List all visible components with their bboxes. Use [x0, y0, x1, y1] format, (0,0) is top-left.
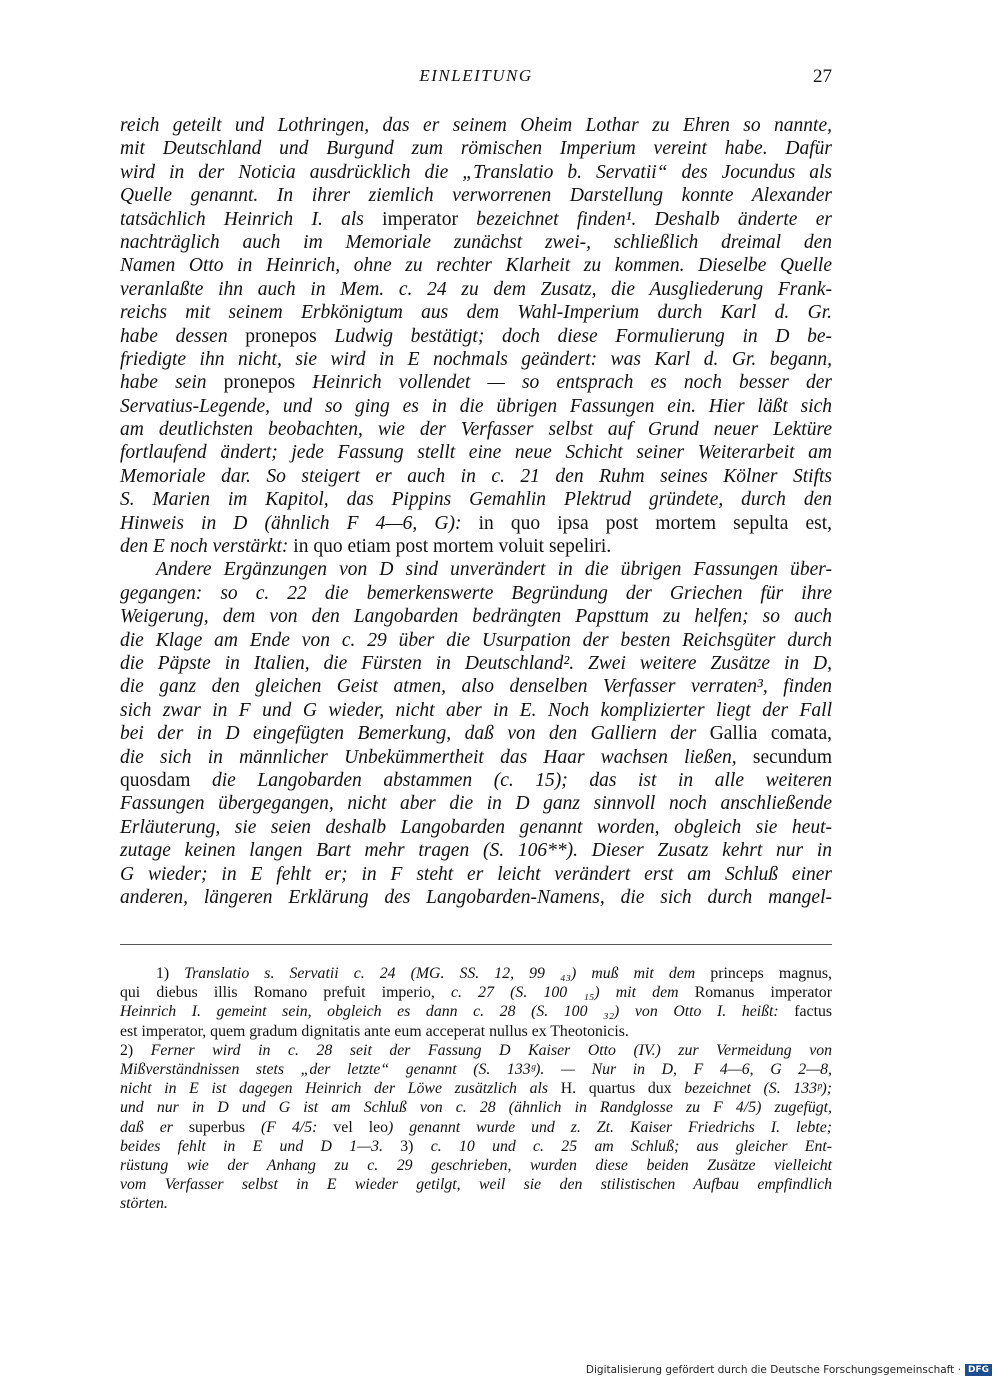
footnote-line-segment: Heinrich I. gemeint sein, obgleich es dann c. 28 (S. 100 ₃₂) von Otto I. heißt:: [120, 1003, 795, 1021]
footnote-line-segment: ) genannt wurde und z. Zt. Kaiser Friedrichs I. lebte;: [388, 1118, 832, 1136]
text-line-segment: den E noch verstärkt:: [120, 536, 294, 558]
text-line-segment: veranlaßte ihn auch in Mem. c. 24 zu dem Zusatz, die Ausgliederung Frank-: [120, 278, 832, 300]
footnote-line: [120, 1002, 832, 1021]
text-line-segment: friedigte ihn nicht, sie wird in E nochmals geändert: was Karl d. Gr. begann,: [120, 348, 832, 370]
text-line-segment: zutage keinen langen Bart mehr tragen (S. 106**). Dieser Zusatz kehrt nur in: [120, 840, 832, 862]
footnote-line-segment: c. 10 und c. 25 am Schluß; aus gleicher Ent-: [430, 1137, 832, 1155]
text-line-segment: S. Marien im Kapitol, das Pippins Gemahlin Plektrud gründete, durch den: [120, 489, 832, 511]
text-line: [120, 418, 832, 441]
footnote-line: [120, 964, 832, 983]
text-line-segment: die Päpste in Italien, die Fürsten in Deutschland². Zwei weitere Zusätze in D,: [120, 652, 832, 674]
text-line-segment: sich zwar in F und G wieder, nicht aber in E. Noch komplizierter liegt der Fall: [120, 699, 832, 721]
text-line-segment: nachträglich auch im Memoriale zunächst zwei-, schließlich dreimal den: [120, 231, 832, 253]
text-line-segment: Fassungen übergegangen, nicht aber die in D ganz sinnvoll noch anschließende: [120, 793, 832, 815]
footnote-line-segment: störten.: [120, 1195, 168, 1213]
text-line-segment: G wieder; in E fehlt er; in F steht er leicht verändert erst am Schluß einer: [120, 863, 832, 885]
text-line-segment: fortlaufend ändert; jede Fassung stellt eine neue Schicht seiner Weiterarbeit am: [120, 442, 832, 464]
text-line: [120, 535, 832, 558]
text-line-segment: habe dessen: [120, 325, 246, 347]
footnote-line-segment: nicht in E ist dagegen Heinrich der Löwe zusätzlich als: [120, 1080, 561, 1098]
text-line-segment: pronepos: [245, 325, 317, 347]
text-line-segment: Hinweis in D (ähnlich F 4—6, G):: [120, 512, 479, 534]
text-line-segment: die sich in männlicher Unbekümmertheit das Haar wachsen ließen,: [120, 746, 753, 768]
footnote-line-segment: (F 4/5:: [245, 1118, 334, 1136]
footnote-line-segment: Mißverständnissen stets „der letzte“ genannt (S. 133ᵍ). — Nur in D, F 4—6, G 2—8,: [120, 1060, 832, 1078]
footnote-line-segment: beides fehlt in E und D 1—3.: [120, 1137, 401, 1155]
text-line-segment: die Klage am Ende von c. 29 über die Usurpation der besten Reichsgüter durch: [120, 629, 832, 651]
text-line: [120, 348, 832, 371]
footer-text: Digitalisierung gefördert durch die Deutsche Forschungsgemeinschaft ·: [585, 1364, 961, 1376]
text-line-segment: die Langobarden abstammen (c. 15); das ist in alle weiteren: [211, 769, 832, 791]
footnote-line-segment: 1): [156, 965, 185, 982]
footnote-line-segment: und nur in D und G ist am Schluß von c. 28 (ähnlich in Randglosse zu F 4/5) zugefügt,: [120, 1099, 832, 1117]
text-line: [120, 114, 832, 137]
footnote-line: [120, 1041, 832, 1060]
text-line-segment: habe sein: [120, 372, 224, 394]
footnote-line-segment: Ferner wird in c. 28 seit der Fassung D Kaiser Otto (IV.) zur Vermeidung von: [150, 1041, 832, 1059]
footnote-line: [120, 1118, 832, 1137]
text-line-segment: gegangen: so c. 22 die bemerkenswerte Begründung der Griechen für ihre: [120, 582, 832, 604]
text-line-segment: Gallia comata,: [709, 723, 832, 745]
footnote-divider: [120, 944, 832, 945]
text-line: [120, 816, 832, 839]
text-line: [120, 629, 832, 652]
text-line-segment: Memoriale dar. So steigert er auch in c. 21 den Ruhm seines Kölner Stifts: [120, 465, 832, 487]
text-line: [120, 722, 832, 745]
text-line: [120, 325, 832, 348]
footnote-line: [120, 1137, 832, 1156]
text-line: [120, 161, 832, 184]
text-line-segment: anderen, längeren Erklärung des Langobarden-Namens, die sich durch mangel-: [120, 886, 832, 908]
text-line-segment: Erläuterung, sie seien deshalb Langobarden genannt worden, obgleich sie heut-: [120, 816, 832, 838]
text-line-segment: in quo etiam post mortem voluit sepeliri.: [293, 536, 612, 558]
text-line-segment: wird in der Noticia ausdrücklich die „Translatio b. Servatii“ des Jocundus als: [120, 161, 832, 183]
footnote-line-segment: 2): [120, 1041, 151, 1059]
dfg-logo: DFG: [965, 1364, 992, 1376]
footnotes: [120, 964, 832, 1213]
text-line: [120, 863, 832, 886]
text-line: [120, 512, 832, 535]
text-line: [120, 208, 832, 231]
text-line: [120, 558, 832, 581]
text-line-segment: reichs mit seinem Erbkönigtum aus dem Wahl-Imperium durch Karl d. Gr.: [120, 302, 832, 324]
text-line-segment: pronepos: [223, 372, 296, 394]
footnote-line: [120, 983, 832, 1002]
footnote-line-segment: est imperator, quem gradum dignitatis ante eum acceperat nullus ex Theotonicis.: [120, 1022, 629, 1040]
footnote-line-segment: c. 27 (S. 100 ₁₅) mit dem: [451, 984, 695, 1002]
text-line: [120, 441, 832, 464]
footnote-line: [120, 1156, 832, 1175]
text-line-segment: die ganz den gleichen Geist atmen, also denselben Verfasser verraten³, finden: [120, 676, 832, 698]
text-line: [120, 184, 832, 207]
text-line-segment: bei der in D eingefügten Bemerkung, daß von den Galliern der: [120, 723, 710, 745]
text-line: [120, 231, 832, 254]
text-line: [120, 301, 832, 324]
text-line: [120, 699, 832, 722]
footnote-line: [120, 1194, 832, 1213]
text-line: [120, 254, 832, 277]
footnote-line-segment: superbus: [188, 1118, 246, 1136]
footnote-line-segment: factus: [794, 1003, 832, 1021]
text-line: [120, 769, 832, 792]
text-line: [120, 488, 832, 511]
text-line: [120, 582, 832, 605]
page-number: 27: [813, 66, 832, 87]
text-line-segment: Andere Ergänzungen von D sind unverändert in die übrigen Fassungen über-: [156, 559, 832, 581]
footnote-line-segment: Translatio s. Servatii c. 24 (MG. SS. 12, 99 ₄₃) muß mit dem: [184, 965, 711, 982]
running-title: EINLEITUNG: [419, 66, 533, 85]
text-line-segment: secundum: [752, 746, 832, 768]
text-line-segment: am deutlichsten beobachten, wie der Verfasser selbst auf Grund neuer Lektüre: [120, 419, 832, 441]
text-line: [120, 278, 832, 301]
text-line: [120, 395, 832, 418]
running-header: [120, 66, 832, 96]
text-line: [120, 746, 832, 769]
text-line: [120, 792, 832, 815]
footnote-line-segment: 3): [400, 1137, 431, 1155]
text-line-segment: bezeichnet finden¹. Deshalb änderte er: [457, 208, 832, 230]
text-line: [120, 137, 832, 160]
text-line-segment: mit Deutschland und Burgund zum römischen Imperium vereint habe. Dafür: [120, 138, 832, 160]
text-line: [120, 371, 832, 394]
text-line-segment: imperator: [382, 208, 458, 230]
footnote-line: [120, 1060, 832, 1079]
text-line: [120, 605, 832, 628]
text-line: [120, 839, 832, 862]
text-line-segment: Ludwig bestätigt; doch diese Formulierung in D be-: [316, 325, 832, 347]
text-line-segment: Quelle genannt. In ihrer ziemlich verworrenen Darstellung konnte Alexander: [120, 185, 832, 207]
text-line: [120, 465, 832, 488]
text-line: [120, 886, 832, 909]
footnote-line-segment: bezeichnet (S. 133ᵖ);: [671, 1080, 832, 1098]
text-line-segment: Weigerung, dem von den Langobarden bedrängten Papsttum zu helfen; so auch: [120, 606, 832, 628]
footnote-line: [120, 1175, 832, 1194]
text-line-segment: tatsächlich Heinrich I. als: [120, 208, 383, 230]
footnote-line-segment: vom Verfasser selbst in E wieder getilgt, weil sie den stilistischen Aufbau empfindlich: [120, 1176, 832, 1194]
text-line-segment: Servatius-Legende, und so ging es in die übrigen Fassungen ein. Hier läßt sich: [120, 395, 832, 417]
text-line-segment: Namen Otto in Heinrich, ohne zu rechter Klarheit zu kommen. Dieselbe Quelle: [120, 255, 832, 277]
digitization-footer: [586, 1363, 992, 1377]
text-line: [120, 675, 832, 698]
footnote-line: [120, 1098, 832, 1117]
body-text: [120, 114, 832, 909]
text-line-segment: in quo ipsa post mortem sepulta est,: [478, 512, 832, 534]
footnote-line-segment: H. quartus dux: [560, 1080, 672, 1098]
text-line-segment: Heinrich vollendet — so entsprach es noch besser der: [295, 372, 832, 394]
footnote-line: [120, 1022, 832, 1041]
text-line-segment: quosdam: [120, 769, 212, 791]
text-line: [120, 652, 832, 675]
footnote-line-segment: daß er: [120, 1118, 189, 1136]
footnote-line-segment: princeps magnus,: [710, 965, 833, 982]
footnote-line: [120, 1079, 832, 1098]
footnote-line-segment: Romanus imperator: [694, 984, 832, 1002]
footnote-line-segment: qui diebus illis Romano prefuit imperio,: [120, 984, 452, 1002]
footnote-line-segment: vel leo: [333, 1118, 389, 1136]
footnote-line-segment: rüstung wie der Anhang zu c. 29 geschrieben, wurden diese beiden Zusätze vielleicht: [120, 1156, 832, 1174]
text-line-segment: reich geteilt und Lothringen, das er seinem Oheim Lothar zu Ehren so nannte,: [120, 115, 832, 136]
